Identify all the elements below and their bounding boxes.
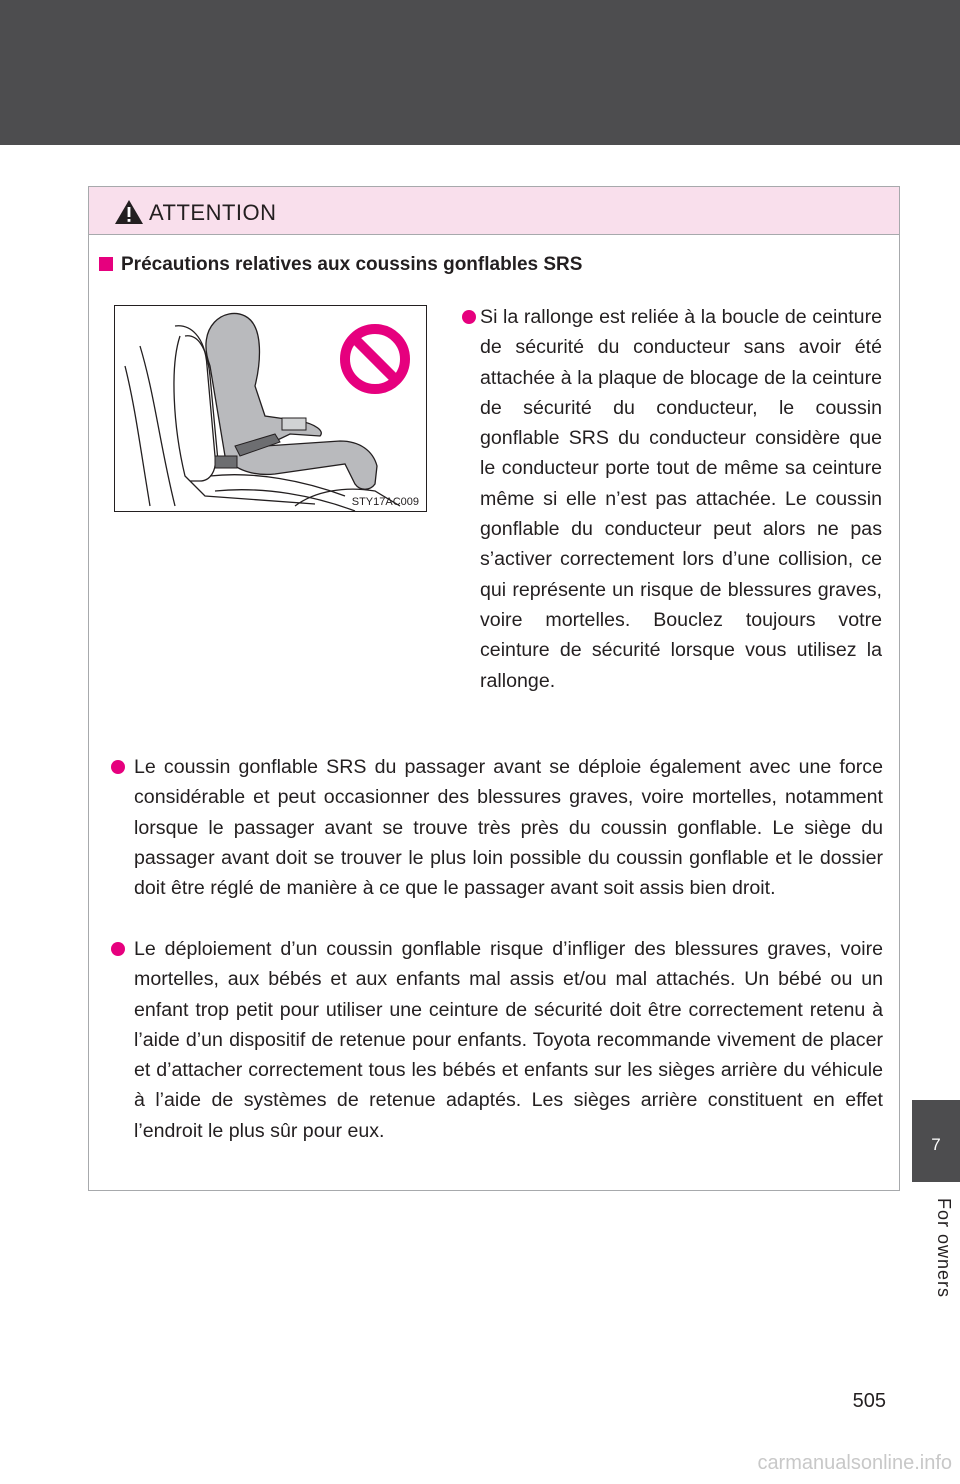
- bullet-text: Le coussin gonflable SRS du passager avant se déploie également avec une force considérable et peut occasionner des blessures graves, voire mortelles, notamment lorsque le passager avant se trouve très près du coussin gonflable. Le siège du passager avant doit se trouver le plus loin possible du coussin gonflable et le dossier doit être réglé de manière à ce que le passager avant soit assis bien droit.: [134, 756, 883, 900]
- seatbelt-illustration: [114, 305, 427, 512]
- watermark: carmanualsonline.info: [757, 1452, 952, 1474]
- bullet-item: [462, 302, 882, 696]
- circle-bullet-icon: [111, 760, 125, 774]
- bullet-text: Le déploiement d’un coussin gonflable risque d’infliger des blessures graves, voire mortelles, aux bébés et aux enfants mal assis et/ou mal attachés. Un bébé ou un enfant trop petit pour utiliser une ceinture de sécurité doit être correctement retenu à l’aide d’un dispositif de retenue pour enfants. Toyota recommande vivement de placer et d’attacher correctement tous les bébés et enfants sur les sièges arrière du véhicule à l’aide de systèmes de retenue adaptés. Les sièges arrière constituent en effet l’endroit le plus sûr pour eux.: [134, 938, 883, 1142]
- header-band: [0, 0, 960, 145]
- circle-bullet-icon: [111, 942, 125, 956]
- bullet-item: [111, 752, 883, 903]
- circle-bullet-icon: [462, 310, 476, 324]
- warning-triangle-icon: [114, 199, 144, 225]
- prohibition-icon: [345, 329, 405, 389]
- illustration-code: STY17AC009: [351, 496, 419, 508]
- driver-seat-drawing: [115, 306, 426, 511]
- square-bullet-icon: [99, 257, 113, 271]
- chapter-label: For owners: [934, 1198, 954, 1299]
- chapter-number: 7: [931, 1135, 941, 1154]
- chapter-tab: [912, 1100, 960, 1182]
- bullet-item: [111, 934, 883, 1146]
- attention-title: ATTENTION: [149, 200, 277, 225]
- bullet-text: Si la rallonge est reliée à la boucle de ceinture de sécurité du conducteur sans avoir été attachée à la plaque de blocage de la ceinture de sécurité du conducteur, le coussin gonflable SRS du conducteur considère que le conducteur porte tout de même sa ceinture même si elle n’est pas attachée. Le coussin gonflable du conducteur peut alors ne pas s’activer correctement lors d’une collision, ce qui représente un risque de blessures graves, voire mortelles. Bouclez toujours votre ceinture de sécurité lorsque vous utilisez la rallonge.: [480, 306, 882, 692]
- section-heading: [99, 254, 582, 276]
- page-number: 505: [852, 1390, 886, 1412]
- section-heading-text: Précautions relatives aux coussins gonflables SRS: [121, 254, 583, 275]
- attention-header: [89, 187, 899, 235]
